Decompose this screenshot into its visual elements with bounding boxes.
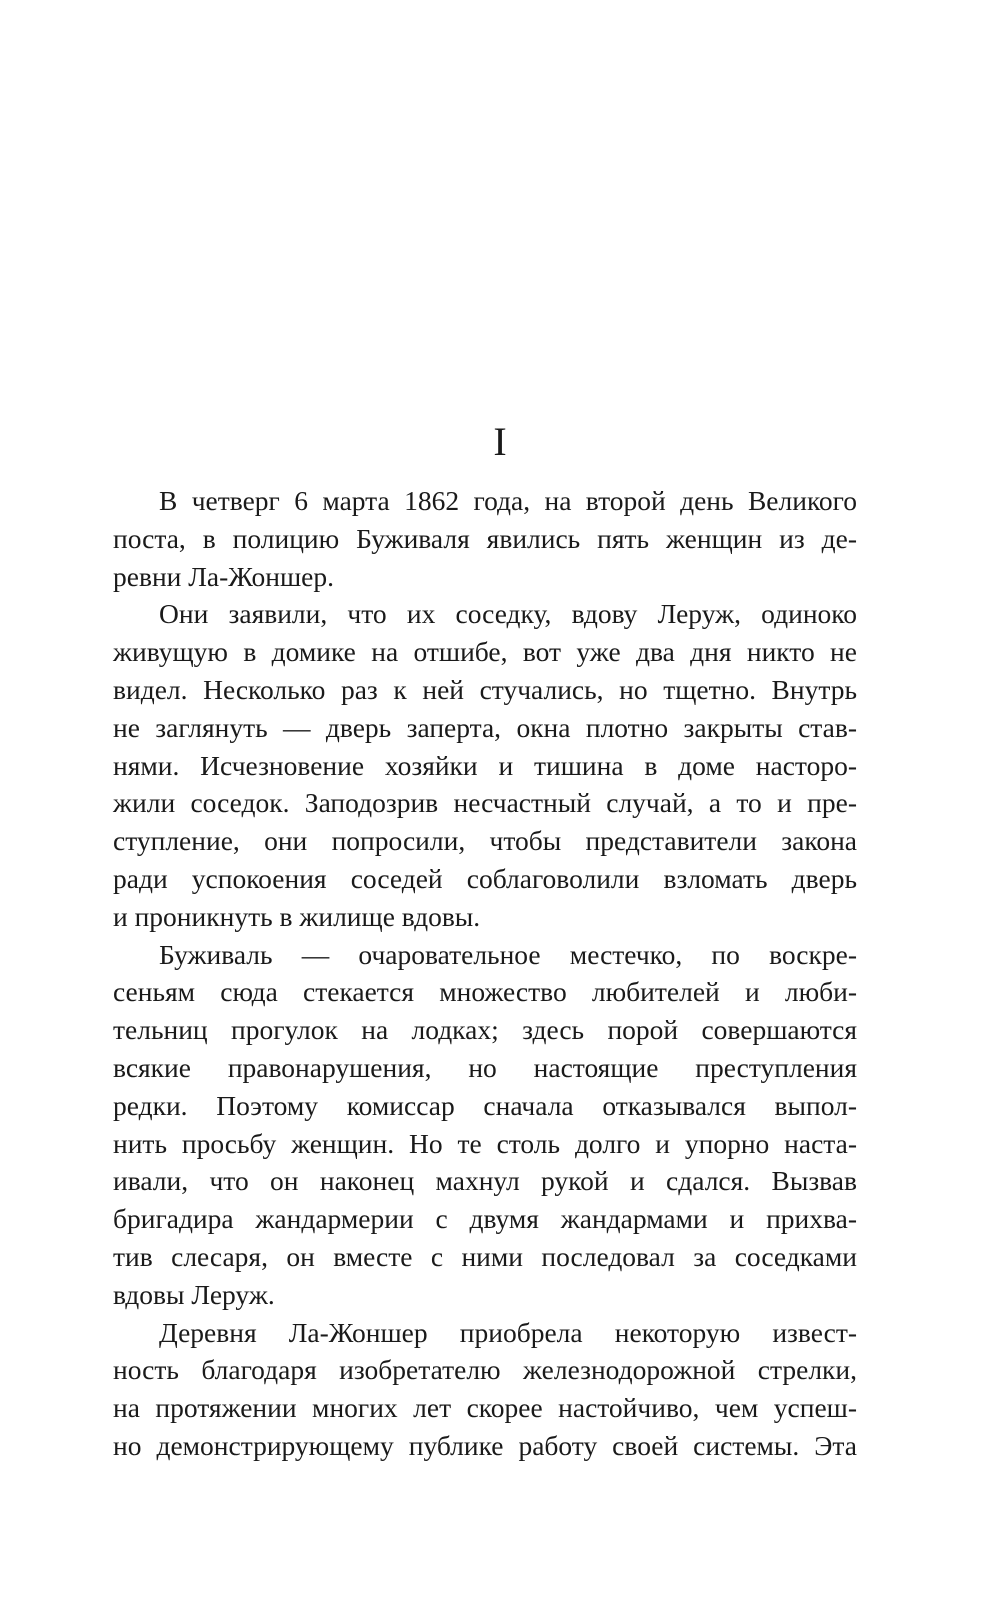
chapter-text (113, 482, 857, 1465)
text-line: тельниц прогулок на лодках; здесь порой совершаются (113, 1014, 857, 1046)
text-line: нями. Исчезновение хозяйки и тишина в доме насторо- (113, 749, 857, 781)
text-line: Буживаль — очаровательное местечко, по воскре- (159, 938, 857, 970)
text-line: и проникнуть в жилище вдовы. (113, 900, 481, 932)
text-line: жили соседок. Заподозрив несчастный случай, а то и пре- (113, 787, 857, 819)
text-line: тив слесаря, он вместе с ними последовал за соседками (113, 1240, 857, 1272)
text-line: поста, в полицию Буживаля явились пять женщин из де- (113, 522, 857, 554)
chapter-number: I (493, 419, 507, 464)
text-line: редки. Поэтому комиссар сначала отказывался выпол- (113, 1089, 857, 1121)
paragraph (113, 1314, 857, 1465)
text-line: бригадира жандармерии с двумя жандармами и прихва- (113, 1203, 857, 1235)
text-line: не заглянуть — дверь заперта, окна плотно закрыты став- (113, 711, 857, 743)
text-line: Они заявили, что их соседку, вдову Леруж, одиноко (159, 598, 857, 630)
text-line: ступление, они попросили, чтобы представители закона (113, 825, 857, 857)
text-line: вдовы Леруж. (113, 1278, 275, 1310)
text-line: ради успокоения соседей соблаговолили взломать дверь (113, 862, 857, 894)
text-line: ревни Ла-Жоншер. (113, 560, 334, 592)
paragraph (113, 595, 857, 935)
text-line: нить просьбу женщин. Но те столь долго и упорно наста- (113, 1127, 857, 1159)
text-line: на протяжении многих лет скорее настойчиво, чем успеш- (113, 1392, 857, 1424)
text-line: всякие правонарушения, но настоящие преступления (113, 1051, 857, 1083)
text-line: видел. Несколько раз к ней стучались, но тщетно. Внутрь (113, 673, 857, 705)
text-line: Деревня Ла-Жоншер приобрела некоторую извест- (159, 1316, 857, 1348)
text-line: сеньям сюда стекается множество любителей и люби- (113, 976, 857, 1008)
text-line: В четверг 6 марта 1862 года, на второй день Великого (159, 485, 857, 516)
paragraph (113, 482, 857, 595)
text-line: живущую в домике на отшибе, вот уже два дня никто не (113, 636, 857, 668)
text-line: но демонстрирующему публике работу своей системы. Эта (113, 1429, 857, 1461)
text-line: ивали, что он наконец махнул рукой и сдался. Вызвав (113, 1165, 857, 1197)
text-line: ность благодаря изобретателю железнодорожной стрелки, (113, 1354, 857, 1386)
paragraph (113, 936, 857, 1314)
